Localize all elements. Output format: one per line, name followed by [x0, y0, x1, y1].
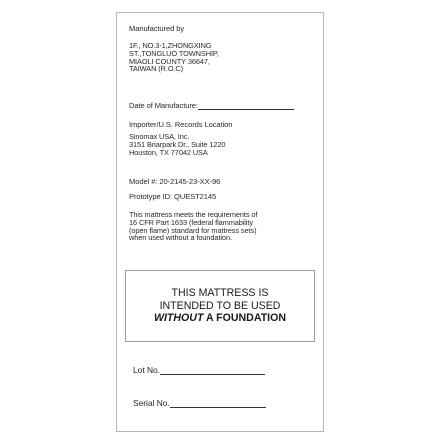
lot-number-label: Lot No. — [133, 365, 161, 375]
serial-number-row — [133, 398, 266, 408]
date-of-manufacture-row — [129, 102, 294, 110]
mattress-law-label — [116, 12, 324, 432]
notice-line-3 — [154, 312, 286, 325]
notice-line-2: INTENDED TO BE USED — [159, 299, 281, 312]
serial-number-label: Serial No. — [133, 398, 170, 408]
date-of-manufacture-label: Date of Manufacture: — [129, 101, 198, 110]
serial-blank-line — [170, 407, 266, 408]
lot-blank-line — [160, 374, 265, 375]
date-blank-line — [198, 109, 294, 110]
compliance-line: when used without a foundation. — [129, 233, 232, 243]
address-line: ST.,TONGLUO TOWNSHIP, — [129, 48, 219, 58]
importer-heading: Importer/U.S. Records Location — [129, 120, 233, 129]
compliance-statement — [129, 211, 257, 242]
notice-without-text: WITHOUT — [153, 312, 204, 325]
compliance-line: (open flame) standard for mattress sets) — [129, 225, 257, 235]
prototype-id: Prototype ID: QUEST2145 — [129, 192, 217, 201]
notice-foundation-text: A FOUNDATION — [203, 312, 287, 325]
manufactured-by-heading: Manufactured by — [129, 24, 185, 33]
address-line: TAIWAN (R.O.C) — [129, 64, 184, 74]
manufacturer-address — [129, 42, 219, 73]
importer-address — [129, 133, 225, 156]
importer-line: Houston, TX 77042 USA — [129, 147, 208, 157]
notice-line-1: THIS MATTRESS IS — [171, 286, 269, 299]
importer-line: 3151 Briarpark Dr., Suite 1220 — [129, 139, 226, 149]
importer-line: Sinomax USA, Inc. — [129, 132, 190, 141]
compliance-line: 16 CFR Part 1633 (federal flammability — [129, 217, 253, 227]
lot-number-row — [133, 365, 265, 375]
foundation-notice-box — [125, 270, 315, 342]
address-line: MIAOLI COUNTY 36647, — [129, 56, 210, 66]
address-line: 1F., NO.3-1,ZHONGXING — [129, 41, 212, 50]
model-number: Model #: 20-2145-23-XX-96 — [129, 177, 221, 186]
compliance-line: This mattress meets the requirements of — [129, 210, 258, 219]
